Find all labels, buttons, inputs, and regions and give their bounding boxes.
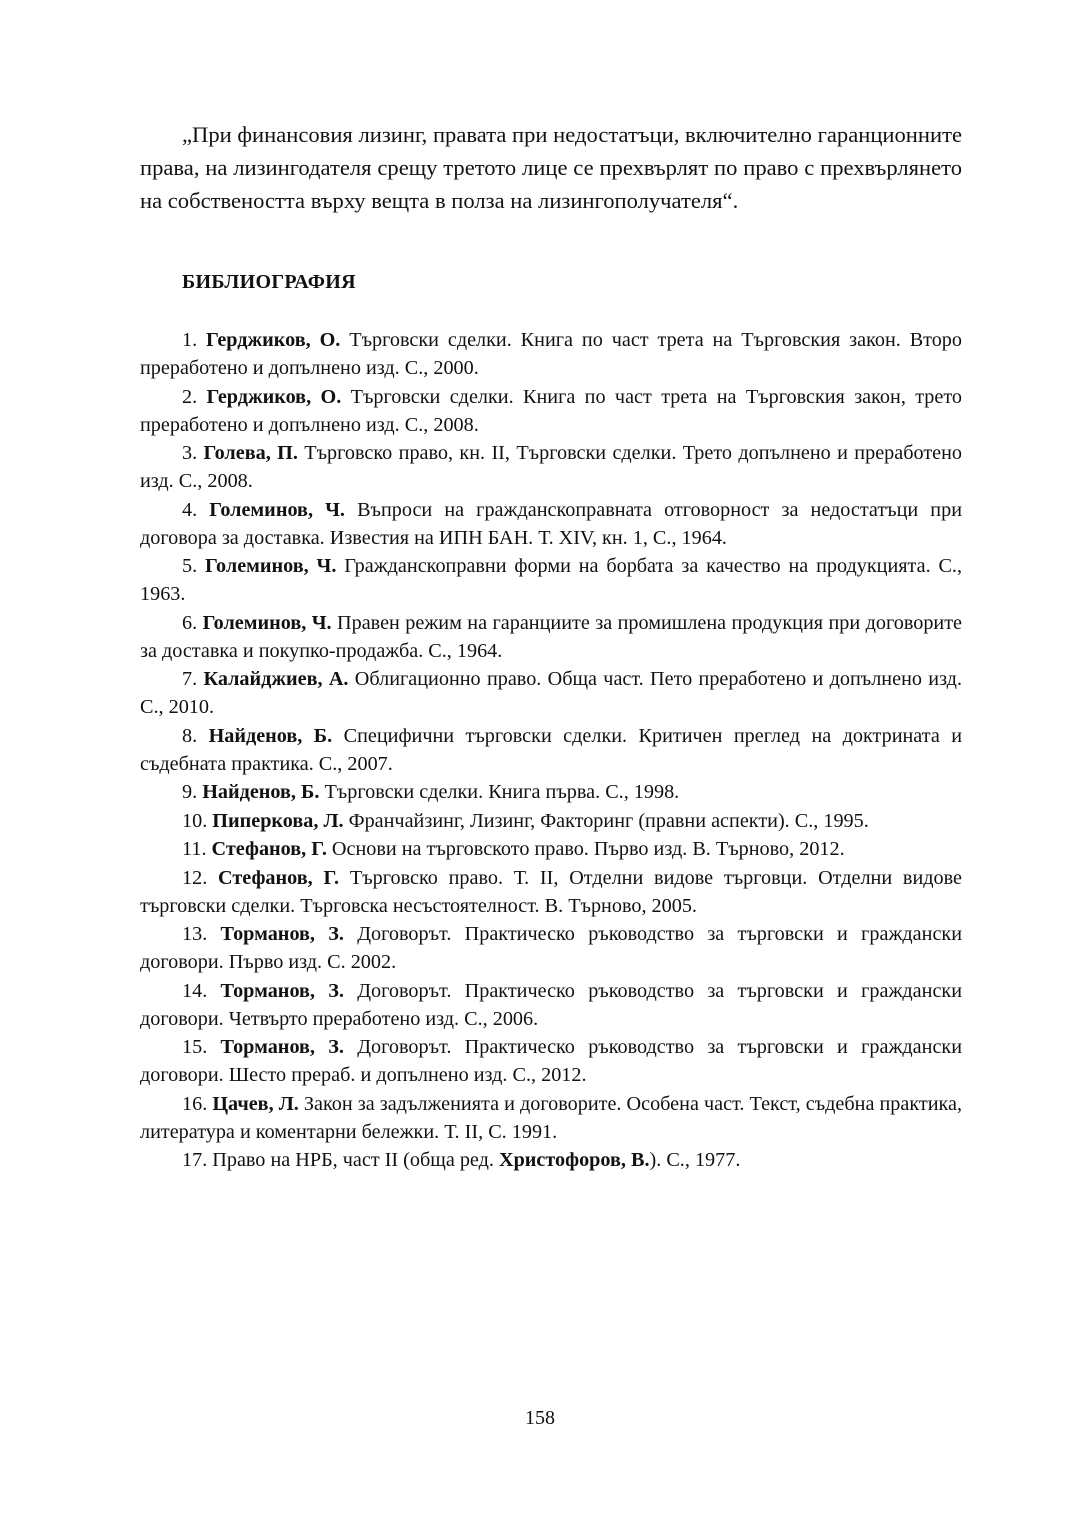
bibliography-entry: 10. Пиперкова, Л. Франчайзинг, Лизинг, Факторинг (правни аспекти). С., 1995.	[182, 809, 869, 832]
entry-text: Основи на търговското право. Първо изд. В. Търново, 2012.	[331, 838, 845, 860]
entry-author: Герджиков, О.	[206, 329, 341, 351]
bibliography-entry: 6. Големинов, Ч. Правен режим на гаранциите за промишлена продукция при договорите за доставка и покупко-продажба. С., 1964.	[140, 611, 962, 662]
entry-author: Торманов, З.	[220, 923, 344, 945]
entry-author: Цачев, Л.	[212, 1092, 299, 1115]
entry-author: Голева, П.	[203, 442, 298, 464]
entry-author: Калайджиев, А.	[203, 668, 349, 690]
entry-text: ). С., 1977.	[649, 1149, 741, 1171]
bibliography-entry: 14. Торманов, З. Договорът. Практическо ръководство за търговски и граждански договори. Четвърто преработено изд. С., 2006.	[140, 979, 963, 1030]
bibliography-entry: 16. Цачев, Л. Закон за задълженията и договорите. Особена част. Текст, съдебна практика, литература и коментарни бележки. Т. II, С. 1991.	[140, 1092, 963, 1143]
bibliography-entry: 11. Стефанов, Г. Основи на търговското право. Първо изд. В. Търново, 2012.	[182, 838, 845, 860]
entry-author: Найденов, Б.	[202, 781, 320, 803]
entry-author: Герджиков, О.	[206, 385, 342, 408]
entry-text: Закон за задълженията и договорите. Особена част. Текст, съдебна практика, литература и коментарни бележки. Т. II, С. 1991.	[140, 1092, 963, 1143]
entry-author: Торманов, З.	[220, 1036, 344, 1058]
entry-author: Стефанов, Г.	[218, 866, 340, 889]
bibliography-entry: 4. Големинов, Ч. Въпроси на гражданскоправната отговорност за недостатъци при договора за доставка. Известия на ИПН БАН. Т. XIV, кн. 1, С., 1964.	[140, 498, 963, 549]
entry-text: Облигационно право. Обща част. Пето преработено и допълнено изд. С., 2010.	[140, 668, 963, 718]
bibliography-entry: 1. Герджиков, О. Търговски сделки. Книга по част трета на Търговския закон. Второ преработено и допълнено изд. С., 2000.	[140, 329, 962, 379]
entry-author: Найденов, Б.	[208, 724, 333, 747]
entry-text: Гражданскоправни форми на борбата за качество на продукцията. С., 1963.	[140, 555, 963, 605]
bibliography-entry: 12. Стефанов, Г. Търговско право. Т. II, Отделни видове търговци. Отделни видове търговски сделки. Търговска несъстоятелност. В. Търново, 2005.	[140, 866, 962, 917]
entry-text-prefix: Право на НРБ, част II (обща ред.	[212, 1149, 494, 1171]
entry-text: Правен режим на гаранциите за промишлена продукция при договорите за доставка и покупко-продажба. С., 1964.	[140, 611, 962, 662]
bibliography-list	[140, 326, 962, 1175]
bibliography-entry: 15. Торманов, З. Договорът. Практическо ръководство за търговски и граждански договори. Шесто прераб. и допълнено изд. С., 2012.	[140, 1036, 963, 1086]
entry-text: Договорът. Практическо ръководство за търговски и граждански договори. Четвърто преработено изд. С., 2006.	[140, 979, 963, 1030]
entry-author: Големинов, Ч.	[204, 555, 337, 577]
entry-text: Договорът. Практическо ръководство за търговски и граждански договори. Първо изд. С. 2002.	[140, 923, 963, 973]
bibliography-entry: 8. Найденов, Б. Специфични търговски сделки. Критичен преглед на доктрината и съдебната практика. С., 2007.	[140, 724, 963, 775]
entry-author: Стефанов, Г.	[211, 838, 327, 860]
quote-paragraph: „При финансовия лизинг, правата при недостатъци, включително гаранционните права, на лизингодателя срещу третото лице се прехвърлят по право с прехвърлянето на собствеността върху вещта в полза на лизингополучателя“.	[140, 122, 962, 213]
entry-text: Въпроси на гражданскоправната отговорност за недостатъци при договора за доставка. Известия на ИПН БАН. Т. XIV, кн. 1, С., 1964.	[140, 498, 963, 549]
entry-author: Големинов, Ч.	[209, 498, 345, 521]
bibliography-entry: 17. Право на НРБ, част II (обща ред. Христофоров, В.). С., 1977.	[182, 1149, 741, 1171]
entry-author: Пиперкова, Л.	[212, 809, 344, 832]
entry-author: Големинов, Ч.	[202, 611, 332, 634]
entry-text: Франчайзинг, Лизинг, Факторинг (правни аспекти). С., 1995.	[348, 809, 869, 832]
entry-text: Търговски сделки. Книга по част трета на Търговския закон, трето преработено и допълнено изд. С., 2008.	[140, 385, 963, 436]
entry-text: Специфични търговски сделки. Критичен преглед на доктрината и съдебната практика. С., 2007.	[140, 724, 963, 775]
entry-author: Торманов, З.	[220, 979, 344, 1002]
entry-text: Търговски сделки. Книга по част трета на Търговския закон. Второ преработено и допълнено изд. С., 2000.	[140, 329, 962, 379]
bibliography-entry: 3. Голева, П. Търговско право, кн. II, Търговски сделки. Трето допълнено и преработено изд. С., 2008.	[140, 442, 962, 492]
bibliography-entry: 13. Торманов, З. Договорът. Практическо ръководство за търговски и граждански договори. Първо изд. С. 2002.	[140, 923, 963, 973]
entry-text: Търговски сделки. Книга първа. С., 1998.	[324, 781, 680, 803]
page-number: 158	[525, 1407, 555, 1429]
entry-text: Търговско право, кн. II, Търговски сделки. Трето допълнено и преработено изд. С., 2008.	[140, 442, 962, 492]
entry-text: Търговско право. Т. II, Отделни видове търговци. Отделни видове търговски сделки. Търговска несъстоятелност. В. Търново, 2005.	[140, 866, 962, 917]
entry-text: Договорът. Практическо ръководство за търговски и граждански договори. Шесто прераб. и допълнено изд. С., 2012.	[140, 1036, 963, 1086]
bibliography-entry: 7. Калайджиев, А. Облигационно право. Обща част. Пето преработено и допълнено изд. С., 2010.	[140, 668, 963, 718]
bibliography-entry: 5. Големинов, Ч. Гражданскоправни форми на борбата за качество на продукцията. С., 1963.	[140, 555, 963, 605]
bibliography-heading: БИБЛИОГРАФИЯ	[182, 271, 356, 293]
bibliography-entry: 2. Герджиков, О. Търговски сделки. Книга по част трета на Търговския закон, трето преработено и допълнено изд. С., 2008.	[140, 385, 963, 436]
entry-author: Христофоров, В.	[498, 1149, 650, 1171]
bibliography-entry: 9. Найденов, Б. Търговски сделки. Книга първа. С., 1998.	[182, 781, 680, 803]
